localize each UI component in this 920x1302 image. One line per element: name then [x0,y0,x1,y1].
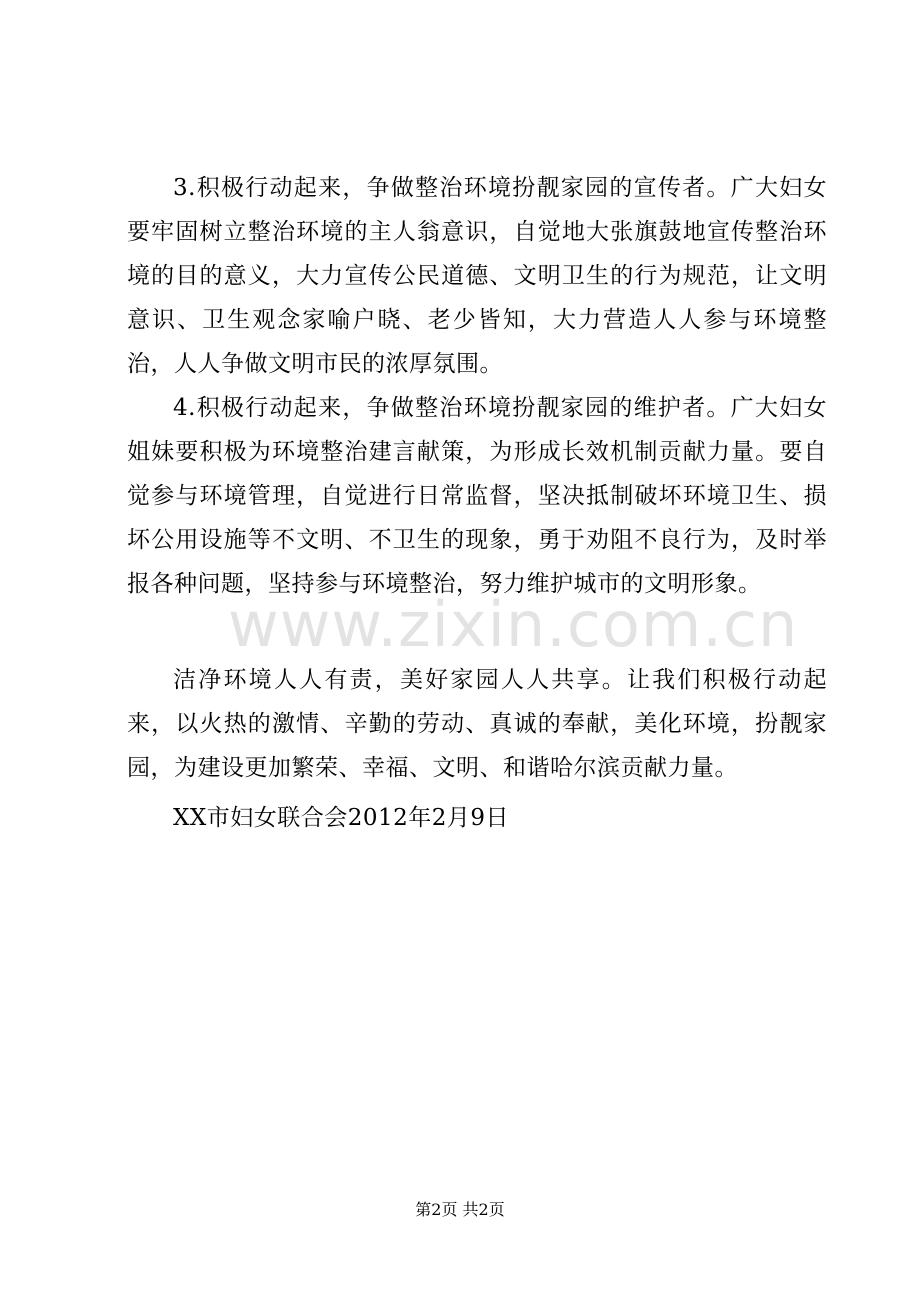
page-footer: 第2页 共2页 [415,1200,505,1219]
closing-paragraph: 洁净环境人人有责，美好家园人人共享。让我们积极行动起来，以火热的激情、辛勤的劳动、真诚的奉献，美化环境，扮靓家园，为建设更加繁荣、幸福、文明、和谐哈尔滨贡献力量。 [127,667,827,781]
watermark: www.zixin.com.cn [228,588,799,661]
paragraph-3: 3.积极行动起来，争做整治环境扮靓家园的宣传者。广大妇女要牢固树立整治环境的主人翁意识，自觉地大张旗鼓地宣传整治环境的目的意义，大力宣传公民道德、文明卫生的行为规范，让文明意识、卫生观念家喻户晓、老少皆知，大力营造人人参与环境整治，人人争做文明市民的浓厚氛围。 [127,175,827,377]
paragraph-4: 4.积极行动起来，争做整治环境扮靓家园的维护者。广大妇女姐妹要积极为环境整治建言献策，为形成长效机制贡献力量。要自觉参与环境管理，自觉进行日常监督，坚决抵制破坏环境卫生、损坏公用设施等不文明、不卫生的现象，勇于劝阻不良行为，及时举报各种问题，坚持参与环境整治，努力维护城市的文明形象。 [127,395,827,597]
signature-date: XX市妇女联合会2012年2月9日 [173,805,510,831]
